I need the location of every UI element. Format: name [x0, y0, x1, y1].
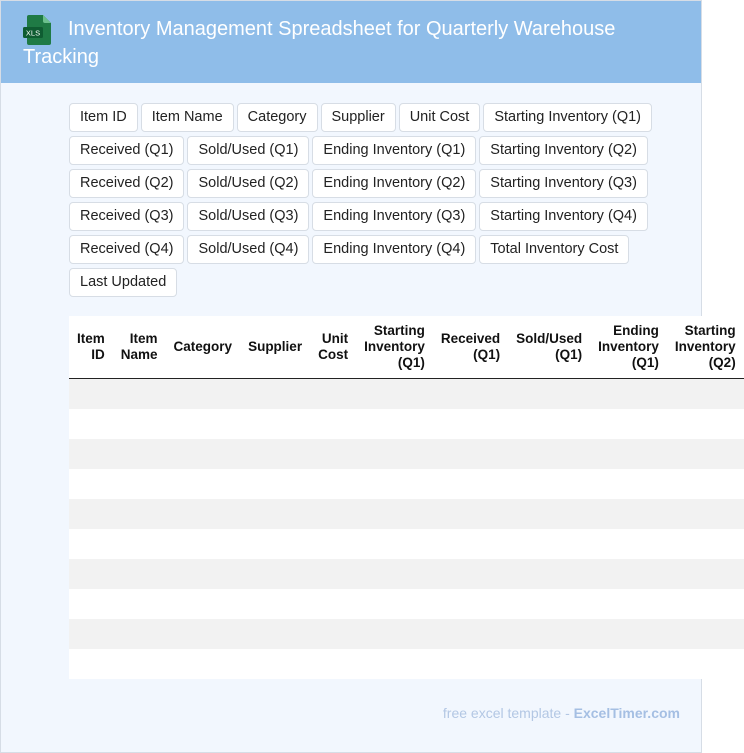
- table-cell[interactable]: [590, 469, 667, 499]
- table-cell[interactable]: [433, 439, 508, 469]
- table-cell[interactable]: [667, 649, 744, 679]
- table-cell[interactable]: [240, 499, 310, 529]
- column-chip[interactable]: Unit Cost: [399, 103, 481, 132]
- table-cell[interactable]: [433, 619, 508, 649]
- footer-text: free excel template -: [442, 705, 574, 721]
- column-chip[interactable]: Item ID: [69, 103, 138, 132]
- table-cell[interactable]: [433, 589, 508, 619]
- column-header[interactable]: [590, 316, 667, 379]
- table-cell[interactable]: [69, 619, 113, 649]
- table-cell[interactable]: [356, 409, 433, 439]
- table-cell[interactable]: [69, 439, 113, 469]
- table-cell[interactable]: [356, 499, 433, 529]
- table-cell[interactable]: [356, 469, 433, 499]
- column-header-line: (Q2): [708, 355, 736, 370]
- column-header-line: (Q1): [397, 355, 425, 370]
- table-cell[interactable]: [356, 619, 433, 649]
- column-chip[interactable]: Ending Inventory (Q3): [312, 202, 476, 231]
- page-title: Inventory Management Spreadsheet for Quarterly Warehouse Tracking: [23, 18, 616, 68]
- table-cell[interactable]: [240, 589, 310, 619]
- table-row: [69, 649, 744, 679]
- table-cell[interactable]: [310, 409, 356, 439]
- column-header-line: (Q1): [473, 347, 501, 362]
- column-chip[interactable]: Last Updated: [69, 268, 177, 297]
- table-cell[interactable]: [433, 379, 508, 410]
- footer-credit: [443, 705, 680, 721]
- table-cell[interactable]: [69, 469, 113, 499]
- table-cell[interactable]: [166, 379, 241, 410]
- inventory-table-container[interactable]: [69, 316, 736, 679]
- column-header-line: (Q1): [555, 347, 583, 362]
- table-cell[interactable]: [310, 469, 356, 499]
- column-chip[interactable]: Sold/Used (Q1): [187, 136, 309, 165]
- table-row: [69, 379, 744, 410]
- column-header-line: Ending: [613, 323, 659, 338]
- table-cell[interactable]: [69, 529, 113, 559]
- table-cell[interactable]: [240, 649, 310, 679]
- table-row: [69, 499, 744, 529]
- table-cell[interactable]: [166, 619, 241, 649]
- column-chip[interactable]: Item Name: [141, 103, 234, 132]
- inventory-table: [69, 316, 744, 679]
- column-header[interactable]: [69, 316, 113, 379]
- table-cell[interactable]: [166, 439, 241, 469]
- column-chip[interactable]: Supplier: [321, 103, 396, 132]
- table-row: [69, 559, 744, 589]
- column-chip[interactable]: Sold/Used (Q3): [187, 202, 309, 231]
- table-cell[interactable]: [69, 409, 113, 439]
- table-cell[interactable]: [508, 559, 590, 589]
- table-cell[interactable]: [113, 439, 166, 469]
- table-cell[interactable]: [310, 619, 356, 649]
- column-header[interactable]: [240, 316, 310, 379]
- table-cell[interactable]: [240, 439, 310, 469]
- table-cell[interactable]: [590, 379, 667, 410]
- table-row: [69, 529, 744, 559]
- column-header[interactable]: [166, 316, 241, 379]
- table-cell[interactable]: [590, 559, 667, 589]
- column-chip[interactable]: Starting Inventory (Q3): [479, 169, 648, 198]
- column-header-line: Cost: [318, 347, 349, 362]
- table-cell[interactable]: [310, 379, 356, 410]
- table-cell[interactable]: [113, 379, 166, 410]
- table-cell[interactable]: [590, 589, 667, 619]
- column-header[interactable]: [508, 316, 590, 379]
- table-cell[interactable]: [310, 649, 356, 679]
- table-cell[interactable]: [590, 439, 667, 469]
- table-cell[interactable]: [508, 409, 590, 439]
- header-bar: [1, 1, 701, 83]
- table-cell[interactable]: [69, 649, 113, 679]
- table-header-row: [69, 316, 744, 379]
- column-chip[interactable]: Total Inventory Cost: [479, 235, 629, 264]
- column-header-line: Inventory: [674, 339, 736, 354]
- table-cell[interactable]: [356, 649, 433, 679]
- table-cell[interactable]: [166, 499, 241, 529]
- table-cell[interactable]: [433, 469, 508, 499]
- footer-brand-link[interactable]: ExcelTimer.com: [573, 705, 680, 721]
- table-cell[interactable]: [166, 649, 241, 679]
- column-chip[interactable]: Received (Q1): [69, 136, 184, 165]
- table-cell[interactable]: [113, 589, 166, 619]
- table-cell[interactable]: [240, 529, 310, 559]
- column-header-line: Inventory: [598, 339, 659, 354]
- table-row: [69, 619, 744, 649]
- table-cell[interactable]: [166, 589, 241, 619]
- table-cell[interactable]: [667, 559, 744, 589]
- table-cell[interactable]: [310, 559, 356, 589]
- table-cell[interactable]: [356, 589, 433, 619]
- table-cell[interactable]: [667, 439, 744, 469]
- column-header[interactable]: [433, 316, 508, 379]
- column-header-line: (Q1): [631, 355, 659, 370]
- table-cell[interactable]: [667, 379, 744, 410]
- column-header-line: Sold/Used: [516, 331, 583, 346]
- column-chip[interactable]: Category: [237, 103, 318, 132]
- table-cell[interactable]: [433, 649, 508, 679]
- column-header-line: ID: [91, 347, 105, 362]
- table-cell[interactable]: [166, 469, 241, 499]
- table-cell[interactable]: [667, 499, 744, 529]
- table-cell[interactable]: [113, 529, 166, 559]
- table-cell[interactable]: [667, 409, 744, 439]
- table-cell[interactable]: [433, 559, 508, 589]
- column-header-line: Starting: [373, 323, 425, 338]
- column-header-line: Name: [120, 347, 158, 362]
- table-cell[interactable]: [508, 589, 590, 619]
- table-cell[interactable]: [667, 529, 744, 559]
- table-cell[interactable]: [356, 439, 433, 469]
- column-header-line: Received: [440, 331, 501, 346]
- table-cell[interactable]: [69, 559, 113, 589]
- table-cell[interactable]: [113, 559, 166, 589]
- table-cell[interactable]: [433, 409, 508, 439]
- table-cell[interactable]: [508, 649, 590, 679]
- column-header-line: Supplier: [248, 339, 303, 354]
- table-cell[interactable]: [240, 619, 310, 649]
- table-cell[interactable]: [310, 589, 356, 619]
- table-row: [69, 469, 744, 499]
- column-chip[interactable]: Ending Inventory (Q2): [312, 169, 476, 198]
- table-cell[interactable]: [113, 649, 166, 679]
- column-chip[interactable]: Starting Inventory (Q2): [479, 136, 648, 165]
- table-cell[interactable]: [508, 379, 590, 410]
- table-cell[interactable]: [113, 619, 166, 649]
- table-cell[interactable]: [590, 649, 667, 679]
- column-header-line: Unit: [321, 331, 349, 346]
- table-cell[interactable]: [69, 499, 113, 529]
- table-cell[interactable]: [508, 439, 590, 469]
- column-chip[interactable]: Sold/Used (Q2): [187, 169, 309, 198]
- column-chip[interactable]: Received (Q2): [69, 169, 184, 198]
- table-cell[interactable]: [508, 619, 590, 649]
- column-chip[interactable]: Starting Inventory (Q4): [479, 202, 648, 231]
- table-cell[interactable]: [240, 379, 310, 410]
- table-row: [69, 589, 744, 619]
- column-chip[interactable]: Starting Inventory (Q1): [483, 103, 652, 132]
- table-cell[interactable]: [508, 469, 590, 499]
- table-cell[interactable]: [113, 499, 166, 529]
- table-cell[interactable]: [590, 499, 667, 529]
- table-cell[interactable]: [508, 499, 590, 529]
- column-chip[interactable]: Received (Q4): [69, 235, 184, 264]
- table-cell[interactable]: [667, 619, 744, 649]
- table-row: [69, 439, 744, 469]
- table-cell[interactable]: [310, 529, 356, 559]
- column-header-line: Item: [77, 331, 105, 346]
- column-chip[interactable]: Ending Inventory (Q1): [312, 136, 476, 165]
- column-chip[interactable]: Sold/Used (Q4): [187, 235, 309, 264]
- table-cell[interactable]: [433, 529, 508, 559]
- table-cell[interactable]: [113, 409, 166, 439]
- table-cell[interactable]: [69, 379, 113, 410]
- table-cell[interactable]: [166, 529, 241, 559]
- table-cell[interactable]: [356, 529, 433, 559]
- table-cell[interactable]: [240, 559, 310, 589]
- table-cell[interactable]: [590, 409, 667, 439]
- table-cell[interactable]: [433, 499, 508, 529]
- column-chip[interactable]: Received (Q3): [69, 202, 184, 231]
- table-cell[interactable]: [166, 559, 241, 589]
- table-cell[interactable]: [508, 529, 590, 559]
- table-cell[interactable]: [240, 469, 310, 499]
- table-cell[interactable]: [590, 529, 667, 559]
- table-cell[interactable]: [310, 439, 356, 469]
- column-header-line: Item: [129, 331, 158, 346]
- column-header[interactable]: [113, 316, 166, 379]
- table-cell[interactable]: [69, 589, 113, 619]
- column-header[interactable]: [667, 316, 744, 379]
- table-cell[interactable]: [166, 409, 241, 439]
- table-cell[interactable]: [310, 499, 356, 529]
- column-header-line: Starting: [684, 323, 736, 338]
- column-header[interactable]: [310, 316, 356, 379]
- column-header-line: Category: [173, 339, 233, 354]
- column-header-line: Inventory: [364, 339, 425, 354]
- table-cell[interactable]: [356, 559, 433, 589]
- table-cell[interactable]: [667, 589, 744, 619]
- table-cell[interactable]: [667, 469, 744, 499]
- column-header[interactable]: [356, 316, 433, 379]
- table-cell[interactable]: [590, 619, 667, 649]
- table-cell[interactable]: [240, 409, 310, 439]
- svg-text:XLS: XLS: [25, 28, 41, 38]
- column-chip[interactable]: Ending Inventory (Q4): [312, 235, 476, 264]
- table-cell[interactable]: [113, 469, 166, 499]
- column-chip-list: [69, 103, 669, 297]
- table-row: [69, 409, 744, 439]
- table-cell[interactable]: [356, 379, 433, 410]
